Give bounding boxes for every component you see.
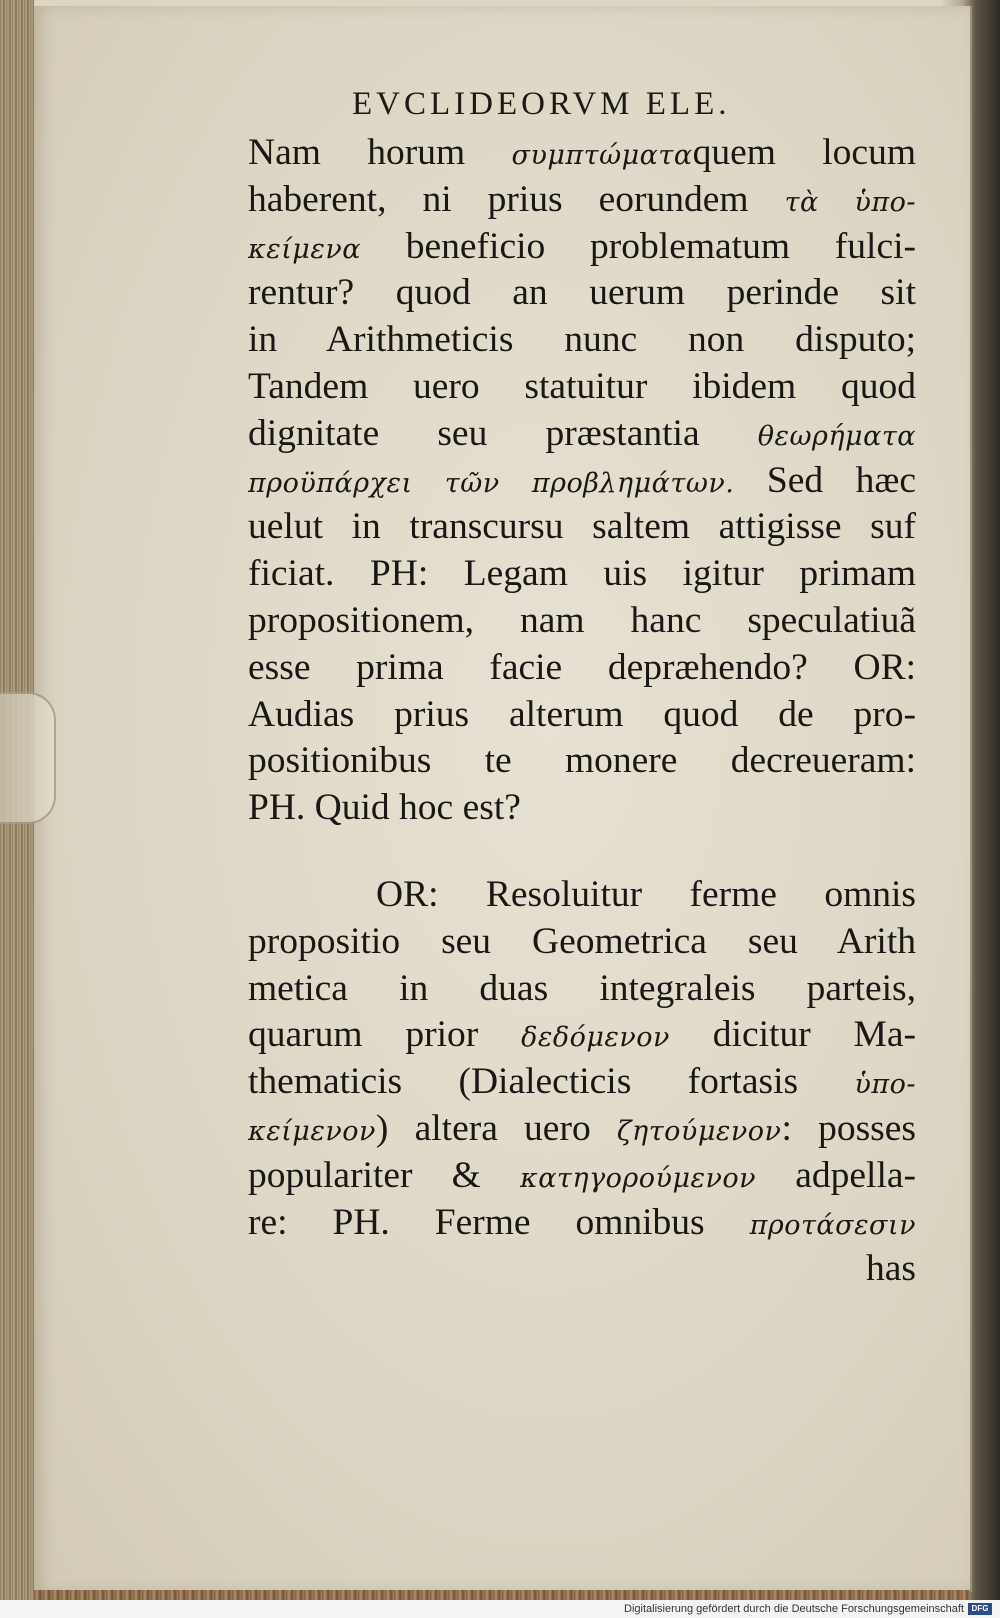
greek-word: κείμενον (248, 1115, 376, 1147)
dfg-logo: DFG (968, 1603, 992, 1615)
latin-text: re: PH. Ferme omnibus (248, 1201, 750, 1243)
latin-text: uelut in transcursu saltem attigisse suf (248, 506, 916, 548)
latin-text: Tandem uero statuitur ibidem quod (248, 365, 916, 407)
text-line (248, 598, 916, 645)
latin-text: ficiat. PH: Legam uis igitur primam (248, 553, 916, 595)
running-header: EVCLIDEORVM ELE. (352, 86, 731, 122)
latin-text: Audias prius alterum quod de pro- (248, 693, 916, 735)
text-line (248, 872, 916, 919)
latin-text: in Arithmeticis nunc non disputo; (248, 319, 916, 361)
latin-text: Nam horum (248, 132, 512, 173)
text-line (248, 177, 916, 224)
text-line (248, 364, 916, 411)
greek-word: κείμενα (248, 233, 361, 265)
latin-text: OR: Resoluitur ferme omnis (376, 873, 916, 915)
text-line (248, 1059, 916, 1106)
paragraph-gap (248, 832, 916, 872)
text-line (248, 1200, 916, 1247)
latin-text: esse prima facie depræhendo? OR: (248, 646, 916, 688)
text-line (248, 224, 916, 271)
footer-credit: Digitalisierung gefördert durch die Deutsche Forschungsgemeinschaft (624, 1603, 964, 1615)
text-line (248, 919, 916, 966)
text-line (248, 692, 916, 739)
text-line (248, 504, 916, 551)
text-line (248, 130, 916, 177)
greek-word: ὑπο- (854, 1069, 916, 1101)
latin-text: quem locum (692, 132, 916, 173)
latin-text: Sed hæc (734, 459, 916, 501)
greek-word: δεδόμενον (521, 1022, 670, 1054)
text-line (248, 1106, 916, 1153)
greek-word: κατηγορούμενον (519, 1162, 757, 1194)
latin-text: quarum prior (248, 1014, 522, 1056)
latin-text: has (866, 1248, 916, 1290)
greek-word: προϋπάρχει τῶν προβλημάτων. (248, 467, 735, 499)
footer-bar (0, 1600, 1000, 1618)
latin-text: : posses (781, 1107, 916, 1149)
text-line (248, 785, 916, 832)
text-line (248, 317, 916, 364)
latin-text: thematicis (Dialecticis fortasis (248, 1061, 855, 1103)
latin-text: rentur? quod an uerum perinde sit (248, 272, 916, 314)
text-line (248, 270, 916, 317)
latin-text: propositio seu Geometrica seu Arith (248, 920, 916, 962)
bookmark-tab (0, 692, 56, 824)
greek-word: ζητούμενον (616, 1115, 782, 1147)
latin-text: metica in duas integraleis parteis, (248, 967, 916, 1009)
text-line (248, 1246, 916, 1293)
text-line (248, 1153, 916, 1200)
latin-text: adpella- (756, 1154, 916, 1196)
greek-word: προτάσεσιν (749, 1209, 916, 1241)
greek-word: συμπτώματα (511, 140, 693, 171)
latin-text: PH. Quid hoc est? (248, 787, 521, 829)
text-line (248, 411, 916, 458)
text-line (248, 645, 916, 692)
latin-text: dicitur Ma- (669, 1014, 916, 1056)
text-line (248, 966, 916, 1013)
latin-text: propositionem, nam hanc speculatiuã (248, 599, 916, 641)
greek-word: τὰ ὑπο- (784, 186, 916, 218)
latin-text: ) altera uero (375, 1107, 617, 1149)
text-line (248, 738, 916, 785)
text-line (248, 458, 916, 505)
body-text (248, 130, 916, 1293)
greek-word: θεωρήματα (757, 420, 916, 452)
text-line (248, 551, 916, 598)
latin-text: beneficio problematum fulci- (360, 225, 916, 267)
latin-text: positionibus te monere decreueram: (248, 740, 916, 782)
text-line (248, 1012, 916, 1059)
latin-text: populariter & (248, 1154, 520, 1196)
latin-text: dignitate seu præstantia (248, 412, 758, 454)
latin-text: haberent, ni prius eorundem (248, 178, 785, 220)
